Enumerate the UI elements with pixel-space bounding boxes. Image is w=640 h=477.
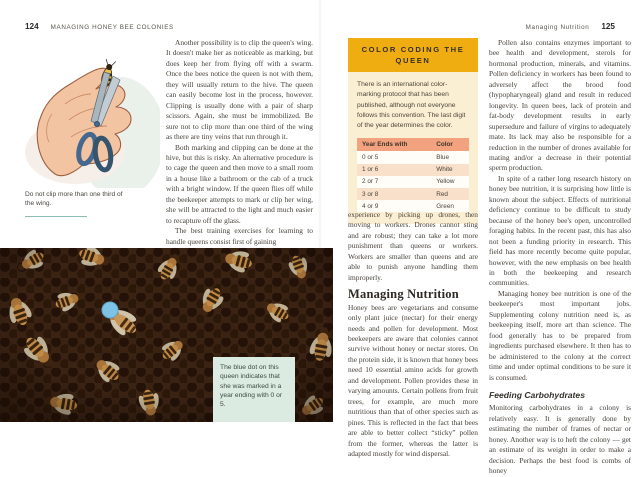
paragraph: Both marking and clipping can be done at the hive, but this is risky. An alternative procedure is to cage the queen and then move to a small room in a house like a bathroom or the cab of a truck with a bright window. If the queen flies off while the beekeeper attempts to mark or clip her wing, she will be attracted to the light and much easier to recapture off the glass. <box>166 142 313 225</box>
paragraph: Another possibility is to clip the queen's wing. It doesn't make her as noticeable as marking, but does keep her from flying off with a swarm. Once the bees notice the queen is not with them, they will usually return to the hive. The queen can easily become lost in the process, however. Clipping is usually done with a pair of sharp scissors. Again, she must be immobilized. Be sure not to clip more than one third of the wing as there are tiny veins that run through it. <box>166 38 313 142</box>
paragraph: Monitoring carbohydrates in a colony is relatively easy. It is generally done by estimating the number of frames of nectar or honey. Another way is to heft the colony — get an estimate of its weight in order to make a decision. Perhaps the best food is combs of honey <box>489 403 631 476</box>
year-cell: 1 or 6 <box>357 164 431 176</box>
color-coding-table <box>357 138 469 212</box>
table-row <box>357 151 469 163</box>
wing-clipping-illustration <box>25 42 160 188</box>
right-page-number: 125 <box>601 22 615 31</box>
left-page-number: 124 <box>25 22 39 31</box>
color-cell: Yellow <box>431 176 469 188</box>
paragraph: In spite of a rather long research history on honey bee nutrition, it is surprising how little is known about the subject. Effects of nutritional deficiency continue to be difficult to study because of the honey bee's open, uncontrolled foraging habits. In the recent past, this has also not been a funding priority in research. This field has more recently become quite popular, however, with the new emphasis on bee health in both the beekeeping and research communities. <box>489 173 631 288</box>
paragraph: Honey bees are vegetarians and consume only plant juice (nectar) for their energy needs and pollen for development. Most beekeepers are aware that colonies cannot survive without honey or nectar stores. On the protein side, it is known that honey bees need 10 essential amino acids for growth and development. Pollen provides these in varying amounts. Certain pollens from fruit trees, for example, are much more nutritious than that of other species such as pines. This is reflected in the fact that bees are able to better collect “sticky” pollen from the former, whereas the latter is adapted mostly for wind dispersal. <box>348 302 478 458</box>
table-row <box>357 188 469 200</box>
left-text-column <box>166 38 313 247</box>
col-header-year: Year Ends with <box>357 138 431 151</box>
paragraph: Managing honey bee nutrition is one of the beekeeper's most important jobs. Supplementing colony nutrition need is, as beekeeping itself, more art than science. The food generally has to be prepared from ingredients purchased elsewhere. It then has to be administered to the colony at the correct time and under optimal conditions to be sure it is consumed. <box>489 288 631 382</box>
right-running-title: Managing Nutrition <box>525 24 590 31</box>
color-cell: Red <box>431 188 469 200</box>
left-running-title: MANAGING HONEY BEE COLONIES <box>50 24 174 31</box>
color-cell: White <box>431 164 469 176</box>
year-cell: 4 or 9 <box>357 200 431 212</box>
color-cell: Blue <box>431 151 469 163</box>
color-cell: Green <box>431 200 469 212</box>
illustration-caption-block <box>25 190 125 217</box>
paragraph: The best training exercises for learning to handle queens consist first of gaining <box>166 226 313 246</box>
middle-text-column <box>348 210 478 459</box>
paragraph: Pollen also contains enzymes important to bee health and development, sterols for hormonal production, minerals, and vitamins. Pollen deficiency in workers has been found to adversely affect the brood food (hypopharyngeal) gland and result in reduced longevity. In queen bees, lack of protein and fat-body development results in early supersedure and failure of virgins to adequately mate. Its lack may also be responsible for a reduction in the number of drones available for mating and/or a decrease in their potential sperm production. <box>489 38 631 173</box>
table-header-row <box>357 138 469 151</box>
caption-rule <box>25 216 87 217</box>
col-header-color: Color <box>431 138 469 151</box>
left-running-head <box>25 16 174 34</box>
year-cell: 3 or 8 <box>357 188 431 200</box>
illustration-caption: Do not clip more than one third of the wing. <box>25 191 123 208</box>
year-cell: 0 or 5 <box>357 151 431 163</box>
hand-scissors-drawing <box>25 42 160 188</box>
right-running-head <box>526 16 615 34</box>
bees-photo <box>0 248 333 422</box>
photo-callout: The blue dot on this queen indicates that she was marked in a year ending with 0 or 5. <box>213 357 295 422</box>
color-coding-box <box>348 38 478 224</box>
color-box-intro: There is an international color-marking protocol that has been published, although not everyone follows this convention. The last digit of the year determines the color. <box>357 81 466 130</box>
paragraph: experience by picking up drones, then moving to workers. Drones cannot sting and are robust; they can take a lot more punishment than queens or workers. Workers are smaller than queens and are able to punish anyone handling them improperly. <box>348 210 478 282</box>
year-cell: 2 or 7 <box>357 176 431 188</box>
table-row <box>357 176 469 188</box>
subsection-heading-feeding-carbohydrates: Feeding Carbohydrates <box>489 389 585 400</box>
table-row <box>357 164 469 176</box>
section-heading-managing-nutrition: Managing Nutrition <box>348 287 459 302</box>
color-box-title: COLOR CODING THE QUEEN <box>348 38 478 72</box>
color-box-body <box>348 72 478 224</box>
right-text-column <box>489 38 631 477</box>
